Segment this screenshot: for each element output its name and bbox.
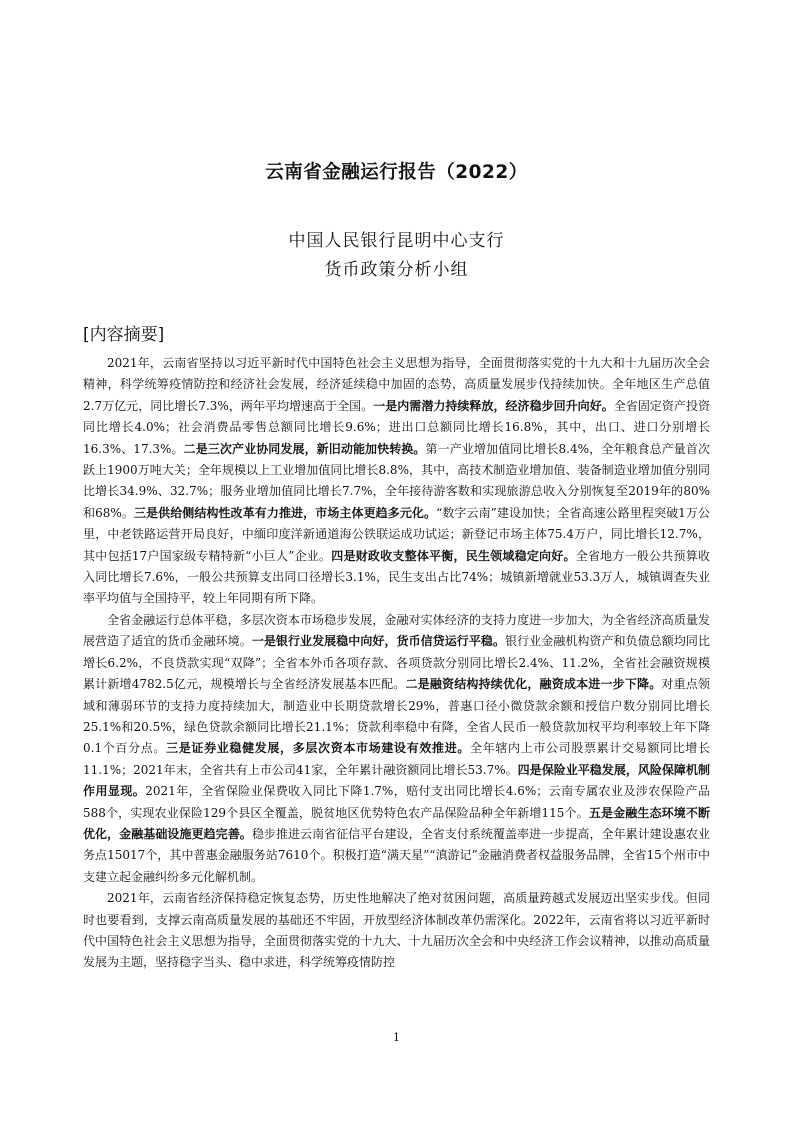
paragraph-text: 全省固定资产投资同比增长4.0%；社会消费品零售总额同比增长9.6%；进出口总额同比增长16.8%，其中，出口、进口分别增长16.3%、17.3%。	[83, 398, 710, 456]
section-heading-summary: [内容摘要]	[83, 325, 165, 345]
key-point: 一是内需潜力持续释放，经济稳步回升向好。	[373, 398, 614, 413]
paragraph-text: 2021年，云南省经济保持稳定恢复态势，历史性地解决了绝对贫困问题，高质量跨越式发展迈出坚实步伐。但同时也要看到，支撑云南高质量发展的基础还不牢固，开放型经济体制改革仍需深化。2022年，云南省将以习近平新时代中国特色社会主义思想为指导，全面贯彻落实党的十九大、十九届历次全会和中央经济工作会议精神，以推动高质量发展为主题，坚持稳字当头、稳中求进，科学统筹疫情防控	[83, 891, 710, 970]
key-point: 三是证券业稳健发展，多层次资本市场建设有效推进。	[166, 741, 471, 756]
report-title: 云南省金融运行报告（2022）	[265, 162, 528, 183]
summary-paragraph	[83, 888, 710, 974]
page-number: 1	[393, 1031, 400, 1044]
paragraph-text: 2021年，全省保险业保费收入同比下降1.7%，赔付支出同比增长4.6%；云南专属农业及涉农保险产品588个，实现农业保险129个县区全覆盖，脱贫地区优势特色农产品保险品种全年新增115个。	[83, 784, 710, 820]
key-point: 二是三次产业协同发展，新旧动能加快转换。	[183, 441, 426, 456]
key-point: 二是融资结构持续优化，融资成本进一步下降。	[405, 677, 662, 692]
key-point: 四是保险业平稳发展，风险保障机制作用显现。	[83, 762, 710, 799]
author-group: 货币政策分析小组	[324, 260, 469, 280]
summary-body	[83, 353, 710, 974]
paragraph-text: “数字云南”建设加快；全省高速公路里程突破1万公里，中老铁路运营开局良好，中缅印度洋新通道海公铁联运成功试运；新登记市场主体75.4万户，同比增长12.7%，其中包括17户国家级专精特新“小巨人”企业。	[83, 505, 710, 563]
paragraph-text: 2021年，云南省坚持以习近平新时代中国特色社会主义思想为指导，全面贯彻落实党的十九大和十九届历次全会精神，科学统筹疫情防控和经济社会发展，经济延续稳中加固的态势，高质量发展步伐持续加快。全年地区生产总值2.7万亿元，同比增长7.3%，两年平均增速高于全国。	[83, 356, 710, 413]
paragraph-text: 第一产业增加值同比增长8.4%，全年粮食总产量首次跃上1900万吨大关；全年规模以上工业增加值同比增长8.8%，其中，高技术制造业增加值、装备制造业增加值分别同比增长34.9%、32.7%；服务业增加值同比增长7.7%，全年接待游客数和实现旅游总收入分别恢复至2019年的80%和68%。	[83, 441, 710, 520]
paragraph-text: 全省金融运行总体平稳，多层次资本市场稳步发展，金融对实体经济的支持力度进一步加大，为全省经济高质量发展营造了适宜的货币金融环境。	[83, 612, 710, 649]
paragraph-text: 对重点领域和薄弱环节的支持力度持续加大，制造业中长期贷款增长29%，普惠口径小微贷款余额和授信户数分别同比增长25.1%和20.5%，绿色贷款余额同比增长21.1%；贷款利率稳中有降，全省人民币一般贷款加权平均利率较上年下降0.1个百分点。	[83, 677, 710, 756]
key-point: 五是金融生态环境不断优化，金融基础设施更趋完善。	[83, 805, 710, 841]
paragraph-text: 稳步推进云南省征信平台建设，全省支付系统覆盖率进一步提高，全年累计建设惠农业务点15017个，其中普惠金融服务站7610个。积极打造“满天星”“滇游记”金融消费者权益服务品牌，全省15个州市中支建立起金融纠纷多元化解机制。	[83, 826, 710, 884]
key-point: 一是银行业发展稳中向好，货币信贷运行平稳。	[251, 634, 506, 649]
key-point: 三是供给侧结构性改革有力推进，市场主体更趋多元化。	[133, 505, 437, 520]
key-point: 四是财政收支整体平衡，民生领域稳定向好。	[331, 548, 576, 563]
paragraph-text: 全年辖内上市公司股票累计交易额同比增长11.1%；2021年末，全省共有上市公司41家，全年累计融资额同比增长53.7%。	[83, 741, 710, 777]
paragraph-text: 银行业金融机构资产和负债总额均同比增长6.2%，不良贷款实现“双降”；全省本外币各项存款、各项贷款分别同比增长2.4%、11.2%，全省社会融资规模累计新增4782.5亿元，规模增长与全省经济发展基本匹配。	[83, 634, 710, 692]
paragraph-text: 全省地方一般公共预算收入同比增长7.6%，一般公共预算支出同口径增长3.1%，民生支出占比74%；城镇新增就业53.3万人，城镇调查失业率平均值与全国持平，较上年同期有所下降。	[83, 548, 710, 606]
summary-paragraph	[83, 610, 710, 888]
author-organization: 中国人民银行昆明中心支行	[288, 231, 505, 251]
summary-paragraph	[83, 353, 710, 610]
